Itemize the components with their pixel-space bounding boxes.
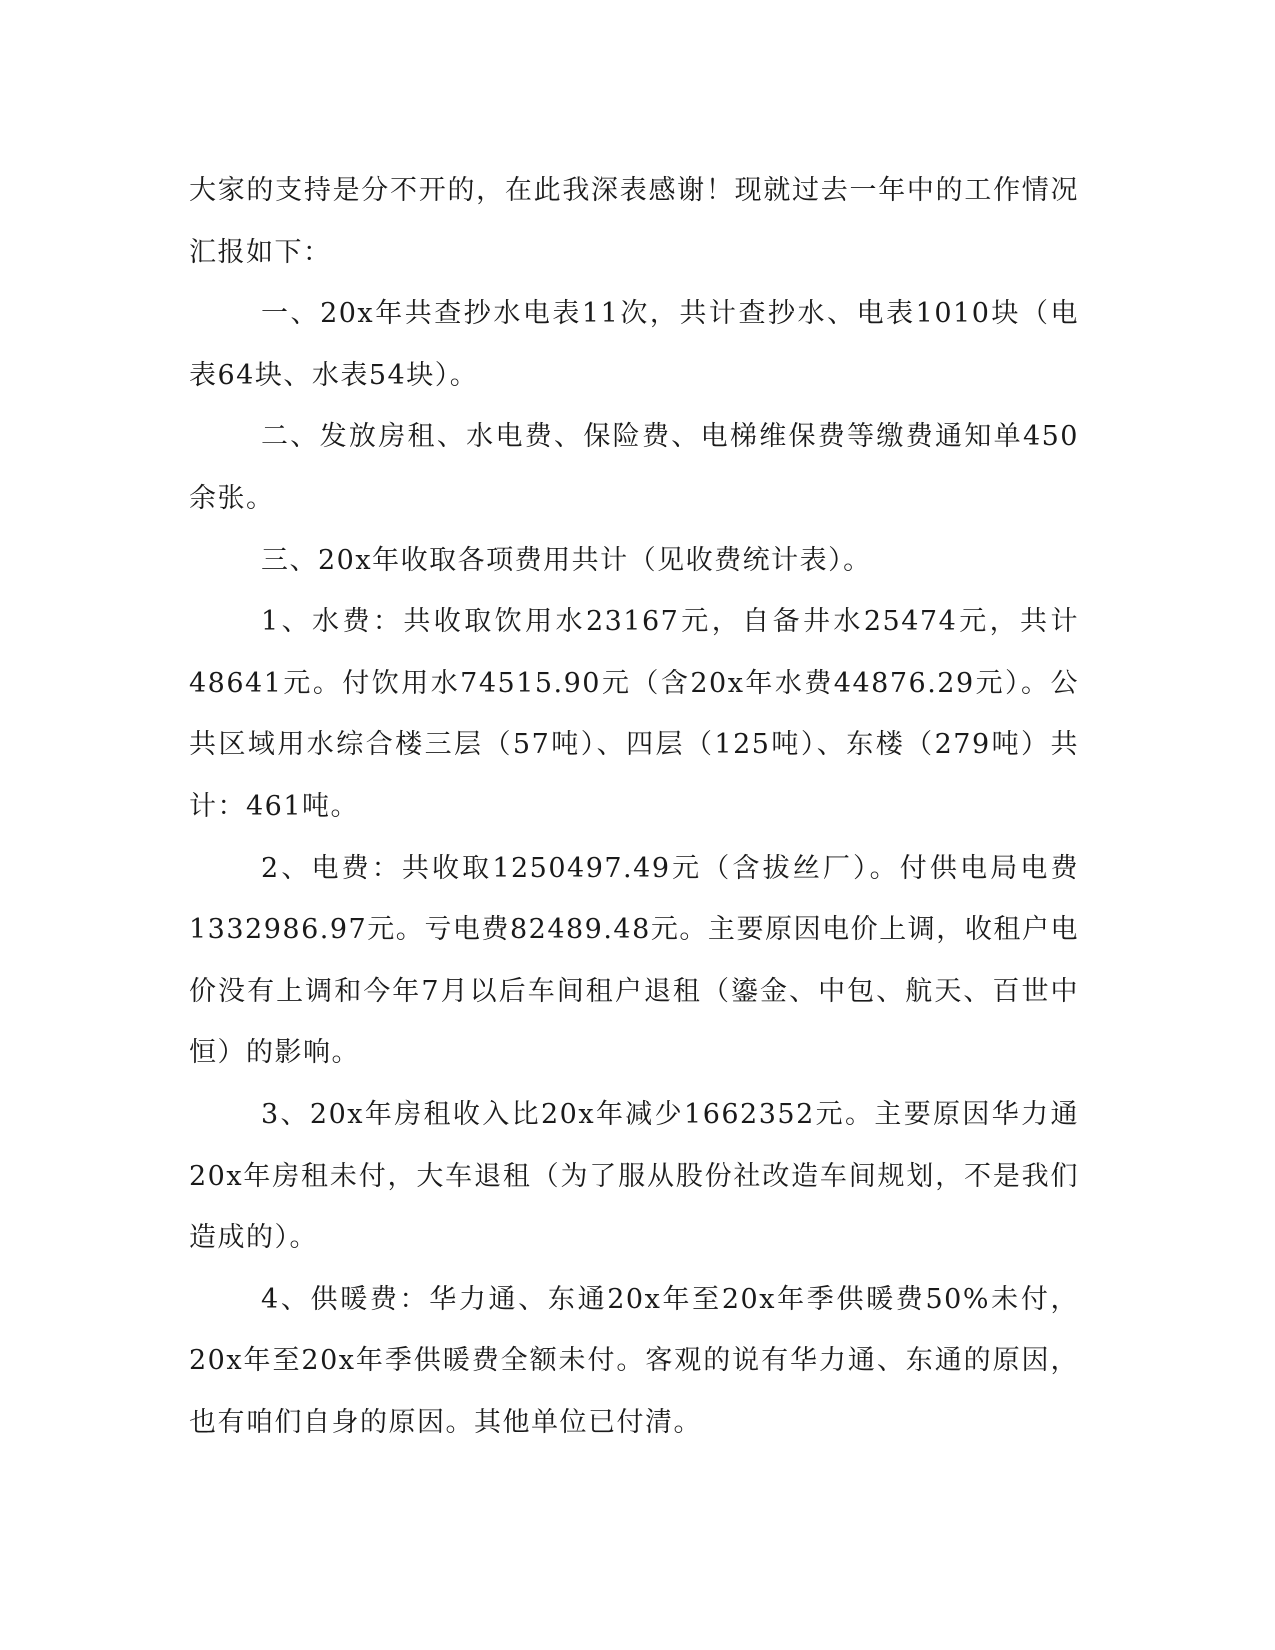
paragraph-item-3: 三、20x年收取各项费用共计（见收费统计表）。: [261, 544, 872, 576]
paragraph-item-2: 二、发放房租、水电费、保险费、电梯维保费等缴费通知单450余张。: [189, 421, 1079, 514]
paragraph-heating-fee: 4、供暖费：华力通、东通20x年至20x年季供暖费50%未付，20x年至20x年季供暖费全额未付。客观的说有华力通、东通的原因，也有咱们自身的原因。其他单位已付清。: [189, 1283, 1079, 1438]
document-body: [189, 160, 1079, 1453]
paragraph-rent-income: 3、20x年房租收入比20x年减少1662352元。主要原因华力通20x年房租未付，大车退租（为了服从股份社改造车间规划，不是我们造成的）。: [189, 1098, 1079, 1254]
paragraph-item-1: 一、20x年共查抄水电表11次，共计查抄水、电表1010块（电表64块、水表54块）。: [189, 298, 1079, 391]
paragraph-water-fee: 1、水费：共收取饮用水23167元，自备井水25474元，共计48641元。付饮用水74515.90元（含20x年水费44876.29元）。公共区域用水综合楼三层（57吨）、四层（125吨）、东楼（279吨）共计：461吨。: [189, 606, 1079, 822]
paragraph-electricity-fee: 2、电费：共收取1250497.49元（含拔丝厂）。付供电局电费1332986.97元。亏电费82489.48元。主要原因电价上调，收租户电价没有上调和今年7月以后车间租户退租（鎏金、中包、航天、百世中恒）的影响。: [189, 852, 1079, 1069]
paragraph-intro: 大家的支持是分不开的，在此我深表感谢！现就过去一年中的工作情况汇报如下：: [189, 175, 1079, 268]
